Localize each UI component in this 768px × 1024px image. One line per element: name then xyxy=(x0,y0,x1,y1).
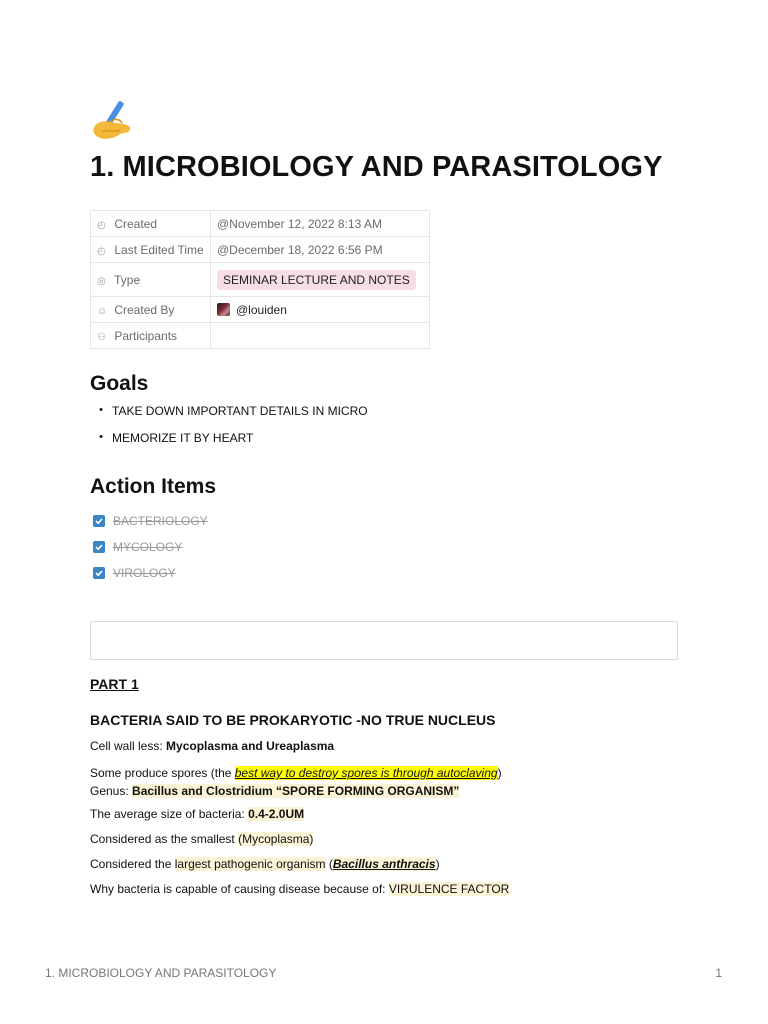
todo-label: MYCOLOGY xyxy=(113,540,183,554)
highlight: best way to destroy spores is through autoclaving xyxy=(234,766,498,780)
property-key: Type xyxy=(114,272,141,287)
person-icon: ☺ xyxy=(97,305,108,317)
list-item: • TAKE DOWN IMPORTANT DETAILS IN MICRO xyxy=(90,404,368,431)
property-row-created-by xyxy=(91,297,430,323)
properties-table xyxy=(90,210,430,349)
property-row-last-edited xyxy=(91,237,430,263)
highlight: (Mycoplasma) xyxy=(238,832,314,846)
list-item: • MEMORIZE IT BY HEART xyxy=(90,431,368,458)
checkbox-checked-icon[interactable] xyxy=(93,541,105,553)
todo-item xyxy=(90,534,208,560)
page-title: 1. MICROBIOLOGY AND PARASITOLOGY xyxy=(90,151,663,183)
property-key: Created xyxy=(114,216,158,231)
todo-label: VIROLOGY xyxy=(113,566,176,580)
checkbox-checked-icon[interactable] xyxy=(93,515,105,527)
todo-item xyxy=(90,508,208,534)
property-key: Participants xyxy=(114,328,178,343)
property-row-created xyxy=(91,211,430,237)
property-row-type xyxy=(91,263,430,297)
property-key: Last Edited Time xyxy=(114,242,204,257)
select-icon: ◎ xyxy=(97,275,106,287)
highlight: VIRULENCE FACTOR xyxy=(388,882,510,896)
goals-heading: Goals xyxy=(90,372,149,395)
type-tag[interactable]: SEMINAR LECTURE AND NOTES xyxy=(217,270,416,290)
clock-icon: ◴ xyxy=(97,245,106,257)
user-mention[interactable]: @louiden xyxy=(236,302,287,317)
property-value[interactable]: @November 12, 2022 8:13 AM xyxy=(211,211,430,237)
property-row-participants xyxy=(91,323,430,349)
bullet-icon: • xyxy=(99,431,103,443)
bullet-icon: • xyxy=(99,404,103,416)
highlight: largest pathogenic organism xyxy=(174,857,326,871)
todo-item xyxy=(90,560,208,586)
writing-hand-emoji-icon xyxy=(90,98,136,144)
page-number: 1 xyxy=(715,966,722,980)
paragraph-cell-wall: Cell wall less: Mycoplasma and Ureaplasma xyxy=(90,739,335,753)
paragraph-largest: Considered the largest pathogenic organism (Bacillus anthracis) xyxy=(90,857,440,871)
people-icon: ⚇ xyxy=(97,331,106,343)
avatar xyxy=(217,303,230,316)
todo-list xyxy=(90,508,208,586)
clock-icon: ◴ xyxy=(97,219,106,231)
footer-title: 1. MICROBIOLOGY AND PARASITOLOGY xyxy=(45,966,277,980)
paragraph-smallest: Considered as the smallest (Mycoplasma) xyxy=(90,832,314,846)
paragraph-spores: Some produce spores (the best way to destroy spores is through autoclaving) Genus: Bacillus and Clostridium “SPORE FORMING ORGANISM” xyxy=(90,766,502,798)
part-label: PART 1 xyxy=(90,676,139,692)
action-items-heading: Action Items xyxy=(90,475,217,498)
paragraph-virulence: Why bacteria is capable of causing disease because of: VIRULENCE FACTOR xyxy=(90,882,510,896)
paragraph-average-size: The average size of bacteria: 0.4-2.0UM xyxy=(90,807,305,821)
property-value[interactable] xyxy=(211,323,430,349)
todo-label: BACTERIOLOGY xyxy=(113,514,208,528)
empty-block[interactable] xyxy=(90,621,678,660)
property-key: Created By xyxy=(114,302,175,317)
goals-list xyxy=(90,404,368,458)
property-value[interactable]: @December 18, 2022 6:56 PM xyxy=(211,237,430,263)
section-heading: BACTERIA SAID TO BE PROKARYOTIC -NO TRUE NUCLEUS xyxy=(90,712,496,728)
checkbox-checked-icon[interactable] xyxy=(93,567,105,579)
